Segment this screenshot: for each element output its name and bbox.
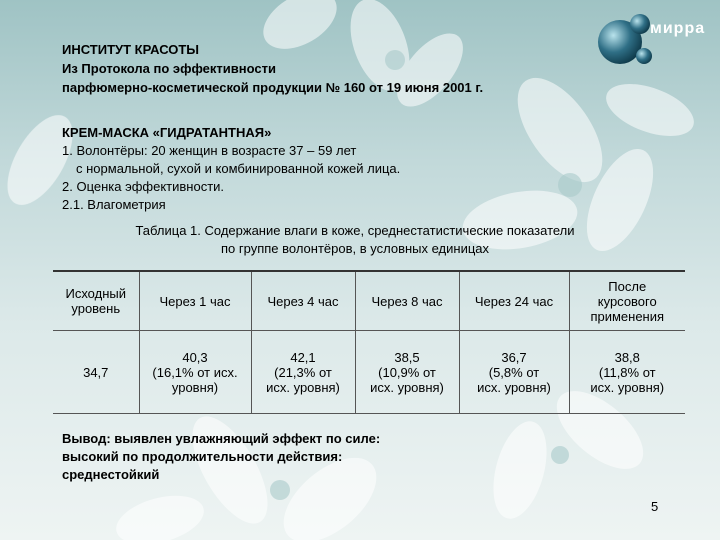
conclusion	[62, 430, 380, 484]
table-value-cell	[251, 331, 355, 414]
header-text: курсового	[597, 293, 657, 309]
value-percent: исх. уровня)	[477, 379, 551, 395]
table-header-cell	[569, 271, 685, 331]
header-text: Через 1 час	[159, 293, 231, 309]
value-percent: (16,1% от исх.	[152, 364, 238, 380]
table-value-cell	[459, 331, 569, 414]
table-header-cell	[139, 271, 251, 331]
value-percent: исх. уровня)	[266, 379, 340, 395]
protocol-reference: парфюмерно-косметической продукции № 160 от 19 июня 2001 г.	[62, 80, 484, 95]
product-title: КРЕМ-МАСКА «ГИДРАТАНТНАЯ»	[62, 125, 272, 140]
conclusion-line: Вывод: выявлен увлажняющий эффект по силе:	[62, 431, 381, 446]
header-text: Исходный	[65, 286, 126, 301]
table-caption-line: Таблица 1. Содержание влаги в коже, среднестатистические показатели	[135, 223, 575, 238]
logo-text: мирра	[650, 20, 706, 37]
page-number: 5	[651, 499, 659, 514]
product-section	[62, 124, 662, 214]
value-main: 42,1	[290, 349, 316, 365]
value-main: 34,7	[83, 364, 109, 380]
value-percent: (5,8% от	[488, 364, 540, 380]
header-text: Через 24 час	[474, 293, 554, 309]
table-caption	[90, 222, 620, 258]
table-value-cell	[53, 331, 139, 414]
volunteers-skin-types: с нормальной, сухой и комбинированной кожей лица.	[76, 161, 401, 176]
table-header-cell	[355, 271, 459, 331]
table-values-row	[53, 331, 685, 414]
value-percent: (10,9% от	[378, 364, 436, 380]
table-header-cell	[251, 271, 355, 331]
moisture-table	[53, 270, 685, 414]
table-caption-line: по группе волонтёров, в условных единицах	[220, 241, 490, 256]
value-main: 36,7	[501, 349, 527, 365]
institute-title: ИНСТИТУТ КРАСОТЫ	[62, 42, 200, 57]
header-text: После	[608, 278, 647, 294]
value-main: 40,3	[182, 349, 208, 365]
logo-spheres-icon	[592, 10, 712, 70]
header-text: уровень	[71, 301, 121, 316]
moisture-measurement: 2.1. Влагометрия	[62, 197, 166, 212]
table-header-cell	[459, 271, 569, 331]
value-percent: исх. уровня)	[590, 379, 665, 395]
table-value-cell	[569, 331, 685, 414]
header-text: применения	[590, 308, 665, 324]
table-header-cell	[53, 271, 139, 331]
value-percent: (21,3% от	[274, 364, 332, 380]
protocol-subtitle: Из Протокола по эффективности	[62, 61, 276, 76]
volunteers-line: 1. Волонтёры: 20 женщин в возрасте 37 – 59 лет	[62, 143, 357, 158]
header-text: Через 4 час	[267, 293, 339, 309]
table-value-cell	[139, 331, 251, 414]
table-value-cell	[355, 331, 459, 414]
value-main: 38,8	[614, 349, 640, 365]
table-header-row	[53, 271, 685, 331]
value-main: 38,5	[394, 349, 420, 365]
conclusion-line: высокий по продолжительности действия:	[62, 449, 343, 464]
conclusion-line: среднестойкий	[62, 467, 160, 482]
header-text: Через 8 час	[371, 293, 443, 309]
document-header	[62, 40, 483, 97]
value-percent: исх. уровня)	[370, 379, 444, 395]
efficacy-evaluation: 2. Оценка эффективности.	[62, 179, 225, 194]
value-percent: (11,8% от	[598, 364, 656, 380]
value-percent: уровня)	[171, 379, 219, 395]
